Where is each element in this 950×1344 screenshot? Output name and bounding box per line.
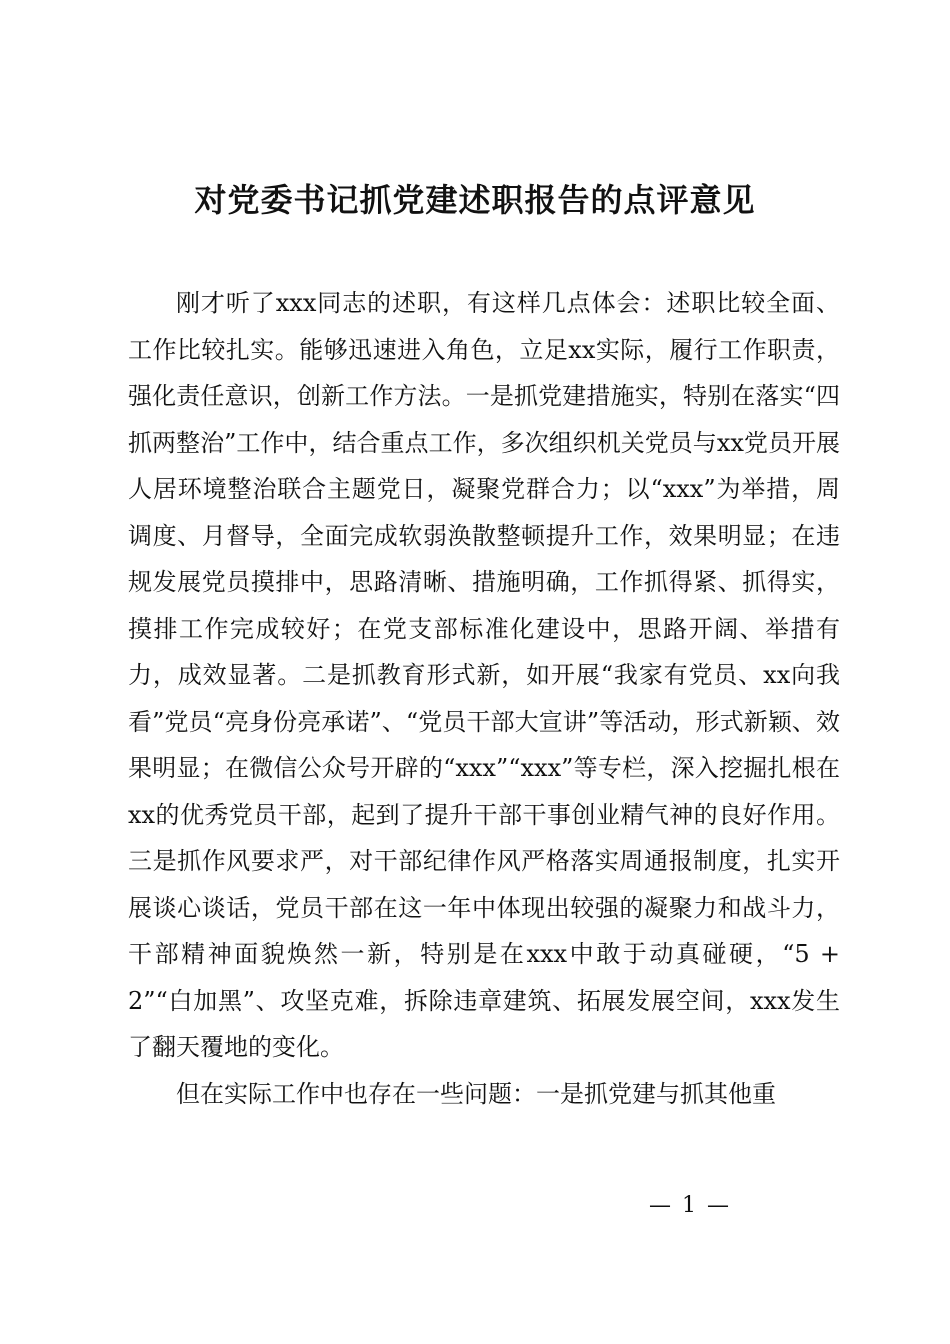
page-title: 对党委书记抓党建述职报告的点评意见 — [194, 181, 756, 219]
document-body — [128, 280, 840, 1117]
page-number: — 1 — — [649, 1193, 731, 1218]
paragraph-1: 刚才听了xxx同志的述职，有这样几点体会：述职比较全面、工作比较扎实。能够迅速进入角色，立足xx实际，履行工作职责，强化责任意识，创新工作方法。一是抓党建措施实，特别在落实“四抓两整治”工作中，结合重点工作，多次组织机关党员与xx党员开展人居环境整治联合主题党日，凝聚党群合力；以“xxx”为举措，周调度、月督导，全面完成软弱涣散整顿提升工作，效果明显；在违规发展党员摸排中，思路清晰、措施明确，工作抓得紧、抓得实，摸排工作完成较好；在党支部标准化建设中，思路开阔、举措有力，成效显著。二是抓教育形式新，如开展“我家有党员、xx向我看”党员“亮身份亮承诺”、“党员干部大宣讲”等活动，形式新颖、效果明显；在微信公众号开辟的“xxx”“xxx”等专栏，深入挖掘扎根在xx的优秀党员干部，起到了提升干部干事创业精气神的良好作用。三是抓作风要求严，对干部纪律作风严格落实周通报制度，扎实开展谈心谈话，党员干部在这一年中体现出较强的凝聚力和战斗力，干部精神面貌焕然一新，特别是在xxx中敢于动真碰硬，“5 + 2”“白加黑”、攻坚克难，拆除违章建筑、拓展发展空间，xxx发生了翻天覆地的变化。 — [128, 289, 840, 1061]
paragraph-2: 但在实际工作中也存在一些问题：一是抓党建与抓其他重 — [176, 1079, 776, 1108]
